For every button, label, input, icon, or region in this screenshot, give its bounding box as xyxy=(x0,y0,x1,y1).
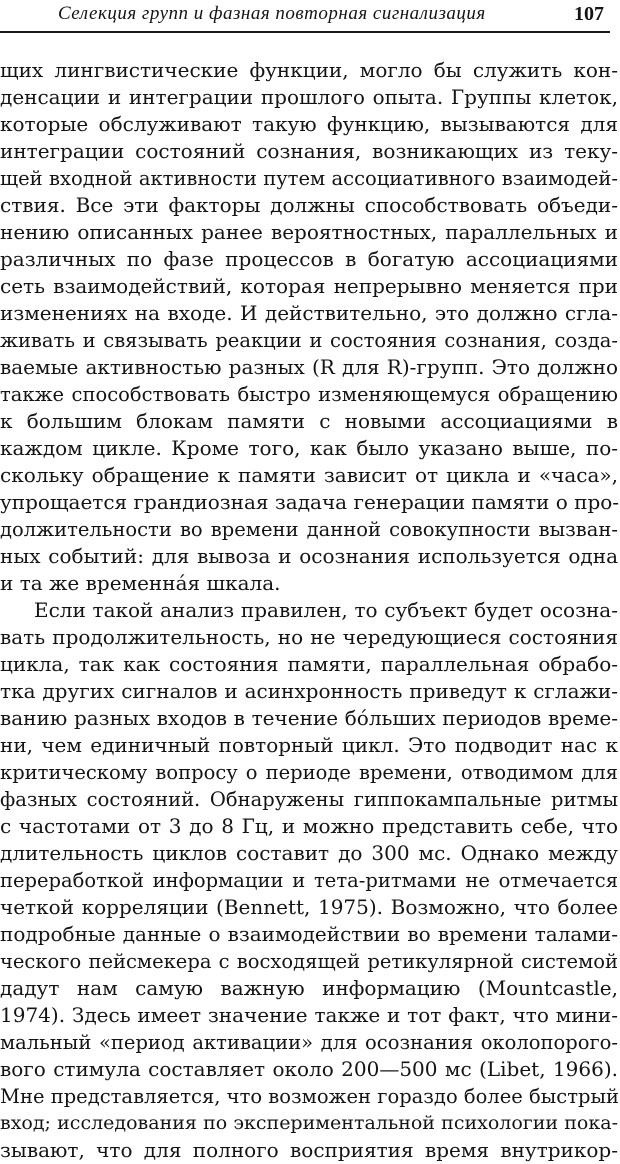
text-line: ных событий: для вывоза и осознания используется одна xyxy=(0,544,618,568)
text-line: должительности во времени данной совокупности вызван- xyxy=(0,518,618,541)
text-line: живать и связывать реакции и состояния сознания, созда- xyxy=(0,329,618,352)
text-line: каждом цикле. Кроме того, как было указано выше, по- xyxy=(0,436,618,460)
page-number: 107 xyxy=(574,3,604,25)
text-line: четкой корреляции (Bennett, 1975). Возможно, что более xyxy=(0,895,618,919)
text-line: переработкой информации и тета-ритмами не отмечается xyxy=(0,869,618,892)
text-line: зывают, что для полного восприятия время внутрикор- xyxy=(0,1138,618,1162)
text-line: щей входной активности путем ассоциативного взаимодей- xyxy=(0,167,618,190)
text-line: подробные данные о взаимодействии во времени талами- xyxy=(0,922,618,946)
text-line: Если такой анализ правилен, то субъект будет осозна- xyxy=(34,598,618,622)
text-line: упрощается грандиозная задача генерации памяти о про- xyxy=(0,490,620,514)
text-line: сеть взаимодействий, которая непрерывно меняется при xyxy=(0,274,618,298)
text-line: скольку обращение к памяти зависит от цикла и «часа», xyxy=(0,463,618,487)
running-title: Селекция групп и фазная повторная сигнализация xyxy=(58,3,486,24)
text-line: которые обслуживают такую функцию, вызываются для xyxy=(0,112,618,136)
text-line: ческого пейсмекера с восходящей ретикулярной системой xyxy=(0,950,618,973)
text-line: цикла, так как состояния памяти, параллельная обрабо- xyxy=(0,652,618,676)
text-line: ствия. Все эти факторы должны способствовать объеди- xyxy=(0,193,618,217)
text-line: ни, чем единичный повторный цикл. Это подводит нас к xyxy=(0,733,618,757)
page-header xyxy=(0,0,620,30)
text-line: критическому вопросу о периоде времени, отводимом для xyxy=(0,761,618,784)
text-line: фазных состояний. Обнаружены гиппокампальные ритмы xyxy=(0,788,618,811)
text-line: к большим блокам памяти с новыми ассоциациями в xyxy=(0,409,618,433)
text-line: дадут нам самую важную информацию (Mountcastle, xyxy=(0,976,618,1000)
text-line: нению описанных ранее вероятностных, параллельных и xyxy=(0,220,618,244)
text-line: изменениях на входе. И действительно, это должно сгла- xyxy=(0,301,618,325)
text-line: 1974). Здесь имеет значение также и тот факт, что мини- xyxy=(0,1003,618,1027)
text-line: ванию разных входов в течение бóльших периодов време- xyxy=(0,706,618,730)
header-rule xyxy=(0,31,610,33)
text-line: и та же временнáя шкала. xyxy=(0,571,281,595)
text-line: с частотами от 3 до 8 Гц, и можно представить себе, что xyxy=(0,814,618,838)
text-line: длительность циклов составит до 300 мс. Однако между xyxy=(0,841,618,865)
text-line: вход; исследования по экспериментальной психологии пока- xyxy=(0,1112,618,1134)
text-line: Мне представляется, что возможен гораздо более быстрый xyxy=(0,1085,619,1108)
body-text xyxy=(0,57,620,1164)
text-line: также способствовать быстро изменяющемуся обращению xyxy=(0,383,618,406)
text-line: интеграции состояний сознания, возникающих из теку- xyxy=(0,139,618,163)
text-line: ваемые активностью разных (R для R)-групп. Это должно xyxy=(0,355,618,379)
text-line: щих лингвистические функции, могло бы служить кон- xyxy=(0,58,618,82)
text-line: мальный «период активации» для осознания околопорого- xyxy=(0,1031,618,1054)
text-line: тка других сигналов и асинхронность приведут к сглажи- xyxy=(0,679,618,703)
text-line: вать продолжительность, но не чередующиеся состояния xyxy=(0,625,618,649)
text-line: различных по фазе процессов в богатую ассоциациями xyxy=(0,247,618,271)
text-line: вого стимула составляет около 200—500 мс (Libet, 1966). xyxy=(0,1057,618,1081)
text-line: денсации и интеграции прошлого опыта. Группы клеток, xyxy=(0,85,618,109)
